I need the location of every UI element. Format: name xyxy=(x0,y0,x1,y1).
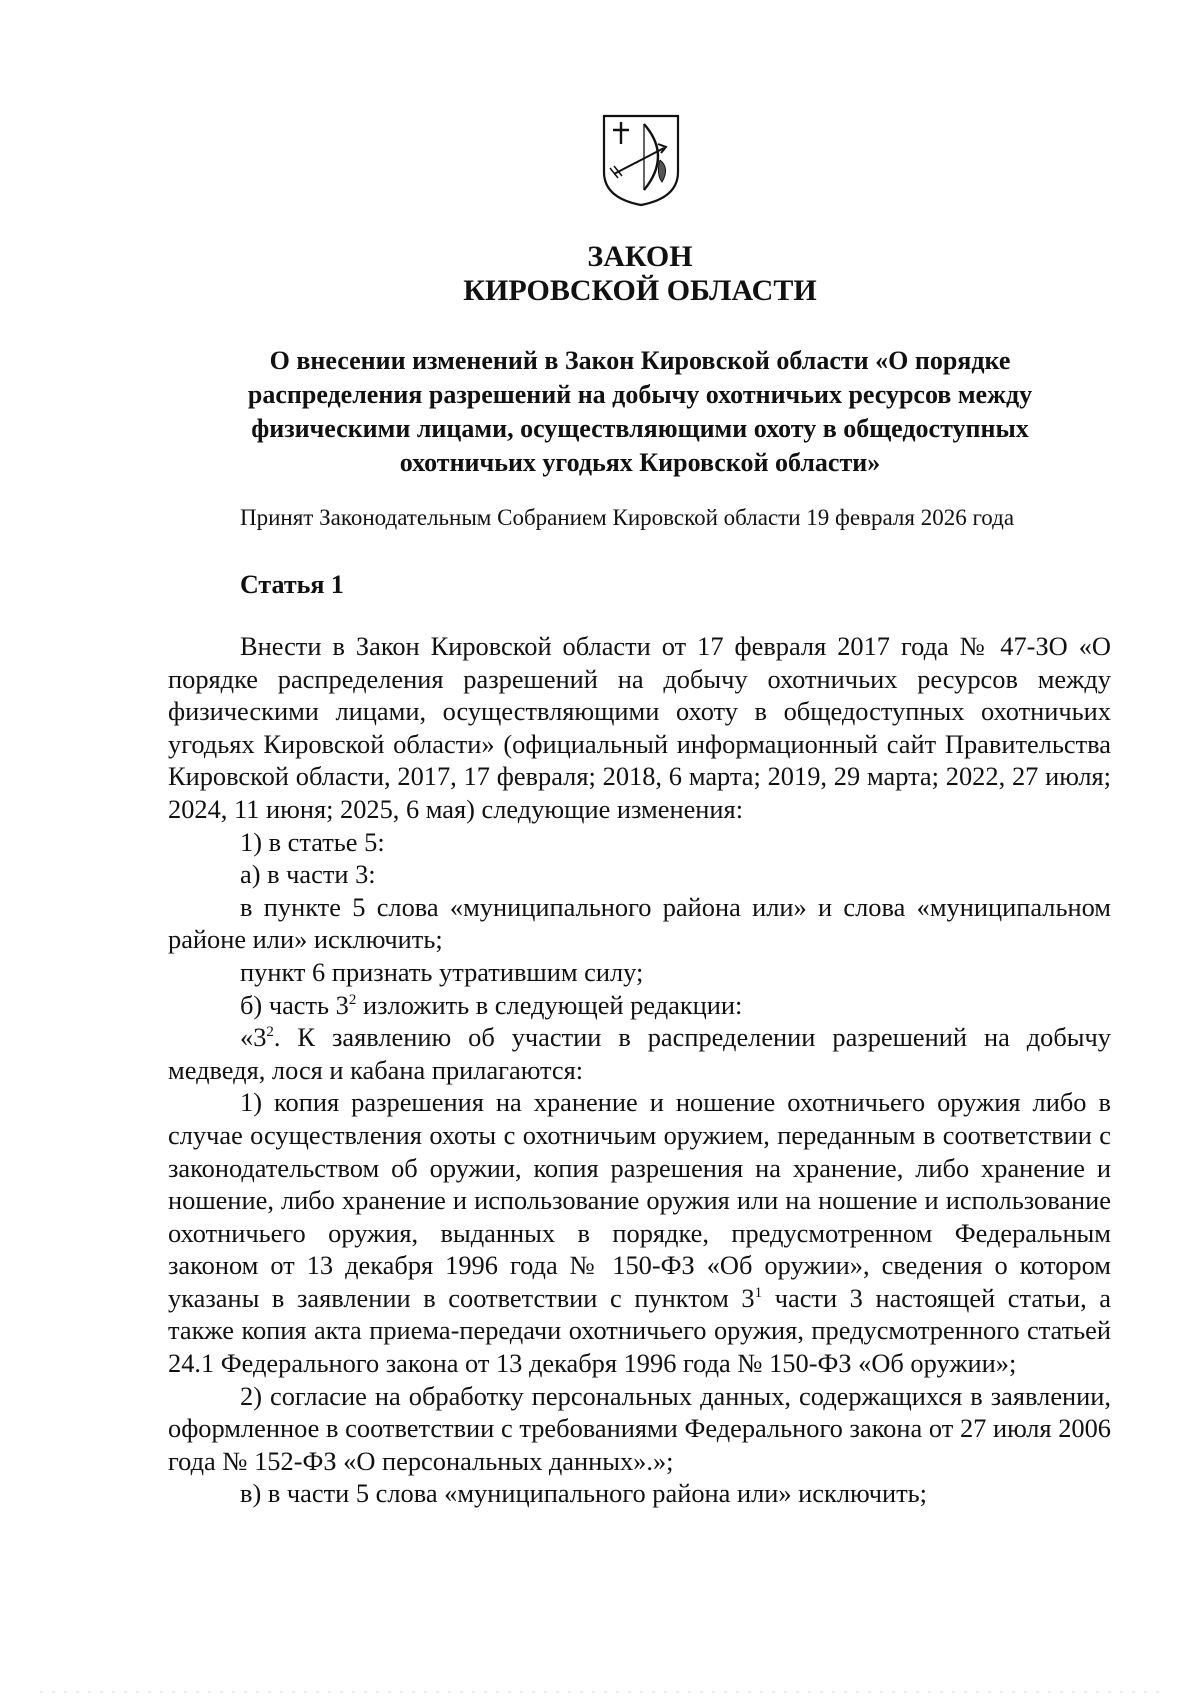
item-1b-text: б) часть 3 xyxy=(240,989,349,1020)
article-heading: Статья 1 xyxy=(240,570,344,599)
item-1c: в) в части 5 слова «муниципального района или» исключить; xyxy=(240,1478,927,1509)
intro-paragraph: Внести в Закон Кировской области от 17 февраля 2017 года № 47-ЗО «О порядке распределения разрешений на добычу охотничьих ресурсов между физическими лицами, осуществляющими охоту в общедоступных охотничьих угодьях Кировской области» (официальный информационный сайт Правительства Кировской области, 2017, 17 февраля; 2018, 6 марта; 2019, 29 марта; 2022, 27 июля; 2024, 11 июня; 2025, 6 мая) следующие изменения: xyxy=(168,631,1111,824)
item-1b-text-end: изложить в следующей редакции: xyxy=(356,989,743,1020)
point-1-text-end: части 3 настоящей статьи, а также копия акта приема-передачи охотничьего оружия, предусмотренного статьей 24.1 Федерального закона от 13 декабря 1996 года № 150-ФЗ «Об оружии»; xyxy=(168,1282,1111,1379)
law-subtitle-line-2: распределения разрешений на добычу охотничьих ресурсов между xyxy=(247,380,1033,409)
coat-of-arms-emblem xyxy=(600,112,682,208)
quoted-point-1 xyxy=(168,1086,1111,1379)
adoption-note: Принят Законодательным Собранием Кировской области 19 февраля 2026 года xyxy=(240,505,1015,530)
quoted-part-3-2 xyxy=(168,1021,1111,1086)
article-body xyxy=(168,630,1111,1510)
law-subtitle-line-1: О внесении изменений в Закон Кировской области «О порядке xyxy=(269,346,1011,375)
law-title xyxy=(170,240,1110,308)
scan-edge-noise xyxy=(0,1690,1200,1694)
law-title-line-1: ЗАКОН xyxy=(587,240,693,273)
point-1-text: 1) копия разрешения на хранение и ношение охотничьего оружия либо в случае осуществления охоты с охотничьим оружием, переданным в соответствии с законодательством об оружии, копия разрешения на хранение, либо хранение и ношение, либо хранение и использование оружия или на ношение и использование охотничьего оружия, выданных в порядке, предусмотренном Федеральным законом от 13 декабря 1996 года № 150-ФЗ «Об оружии», сведения о котором указаны в заявлении в соответствии с пунктом 3 xyxy=(168,1087,1111,1313)
quote-text-end: . К заявлению об участии в распределении разрешений на добычу медведя, лося и кабана прилагаются: xyxy=(168,1022,1111,1085)
superscript: 2 xyxy=(266,1024,274,1041)
item-1a-point-5: в пункте 5 слова «муниципального района или» и слова «муниципальном районе или» исключить; xyxy=(168,891,1111,955)
item-1: 1) в статье 5: xyxy=(240,826,385,857)
quoted-point-2: 2) согласие на обработку персональных данных, содержащихся в заявлении, оформленное в соответствии с требованиями Федерального закона от 27 июля 2006 года № 152-ФЗ «О персональных данных».»; xyxy=(168,1380,1111,1476)
law-subtitle-line-4: охотничьих угодьях Кировской области» xyxy=(399,448,881,477)
item-1a: а) в части 3: xyxy=(240,859,376,890)
law-subtitle xyxy=(170,344,1110,480)
item-1b xyxy=(168,989,1111,1022)
law-title-line-2: КИРОВСКОЙ ОБЛАСТИ xyxy=(463,274,817,307)
quote-text: «3 xyxy=(240,1022,267,1053)
superscript: 1 xyxy=(754,1285,763,1302)
superscript: 2 xyxy=(348,991,357,1008)
law-subtitle-line-3: физическими лицами, осуществляющими охоту в общедоступных xyxy=(251,414,1029,443)
item-1a-point-6: пункт 6 признать утратившим силу; xyxy=(240,956,644,987)
